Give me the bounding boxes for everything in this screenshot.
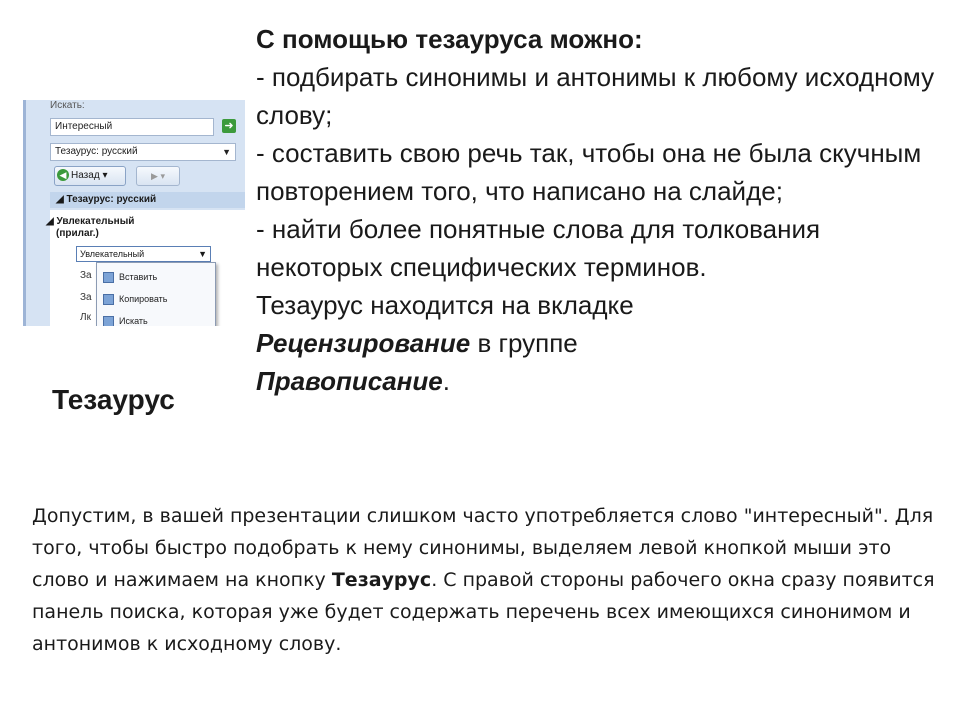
back-button-label: Назад	[71, 170, 100, 181]
thesaurus-button-name: Тезаурус	[331, 569, 432, 591]
language-select[interactable]	[50, 143, 236, 161]
location-prefix: Тезаурус находится на вкладке	[256, 290, 634, 320]
arrow-right-icon[interactable]: ➜	[222, 119, 236, 133]
insert-icon	[103, 272, 114, 283]
instructions-part1: Допустим, в вашей презентации слишком часто употребляется слово "интересный". Для того, чтобы быстро подобрать к нему синонимы, выделяем левой кнопкой мыши это слово и нажимаем на кнопку	[32, 505, 934, 591]
thesaurus-uses-block	[256, 20, 946, 400]
thesaurus-screenshot	[23, 100, 245, 326]
synonym-item[interactable]: За	[80, 292, 92, 303]
uses-heading: С помощью тезауруса можно:	[256, 24, 643, 54]
chevron-down-icon: ▼	[222, 147, 231, 157]
location-mid: в группе	[470, 328, 578, 358]
synonym-dropdown-value: Увлекательный	[80, 249, 145, 259]
use-item: - найти более понятные слова для толкования некоторых специфических терминов.	[256, 214, 821, 282]
menu-item-label: Искать	[119, 316, 148, 326]
search-icon	[103, 316, 114, 326]
menu-item-insert[interactable]	[103, 271, 157, 283]
menu-item-copy[interactable]	[103, 293, 167, 305]
location-note	[256, 286, 696, 400]
location-end: .	[442, 366, 450, 396]
use-item: - подбирать синонимы и антонимы к любому исходному слову;	[256, 62, 935, 130]
chevron-down-icon: ▾	[102, 170, 108, 181]
instructions-paragraph	[32, 500, 937, 660]
group-title-line1: Увлекательный	[56, 216, 135, 227]
meaning-group-title[interactable]	[46, 216, 134, 240]
tree-header-label: Тезаурус: русский	[66, 194, 157, 205]
language-select-value: Тезаурус: русский	[55, 146, 138, 157]
context-menu	[96, 262, 216, 326]
collapse-triangle-icon: ◢	[56, 194, 64, 205]
slide-caption: Тезаурус	[52, 384, 175, 415]
collapse-triangle-icon: ◢	[46, 216, 54, 227]
proofing-group-name: Правописание	[256, 366, 443, 396]
copy-icon	[103, 294, 114, 305]
search-input[interactable]: Интересный	[50, 118, 214, 136]
synonym-item[interactable]: Лк	[80, 312, 91, 323]
menu-item-search[interactable]	[103, 315, 148, 326]
forward-button[interactable]: ▶ ▾	[136, 166, 180, 186]
synonym-item[interactable]: За	[80, 270, 92, 281]
back-arrow-icon: ◀	[57, 169, 69, 181]
search-label: Искать:	[50, 100, 85, 111]
review-tab-name: Рецензирование	[256, 328, 471, 358]
synonym-dropdown[interactable]	[76, 246, 211, 262]
menu-item-label: Вставить	[119, 272, 158, 282]
group-title-line2: (прилаг.)	[56, 228, 99, 239]
instructions-part2: . С правой стороны рабочего окна сразу появится панель поиска, которая уже будет содержать перечень всех имеющихся синонимом и антонимов к исходному слову.	[32, 569, 935, 655]
chevron-down-icon: ▼	[198, 249, 207, 259]
thesaurus-tree-header[interactable]	[50, 192, 245, 208]
back-button[interactable]	[54, 166, 126, 186]
menu-item-label: Копировать	[119, 294, 168, 304]
use-item: - составить свою речь так, чтобы она не была скучным повторением того, что написано на слайде;	[256, 138, 922, 206]
